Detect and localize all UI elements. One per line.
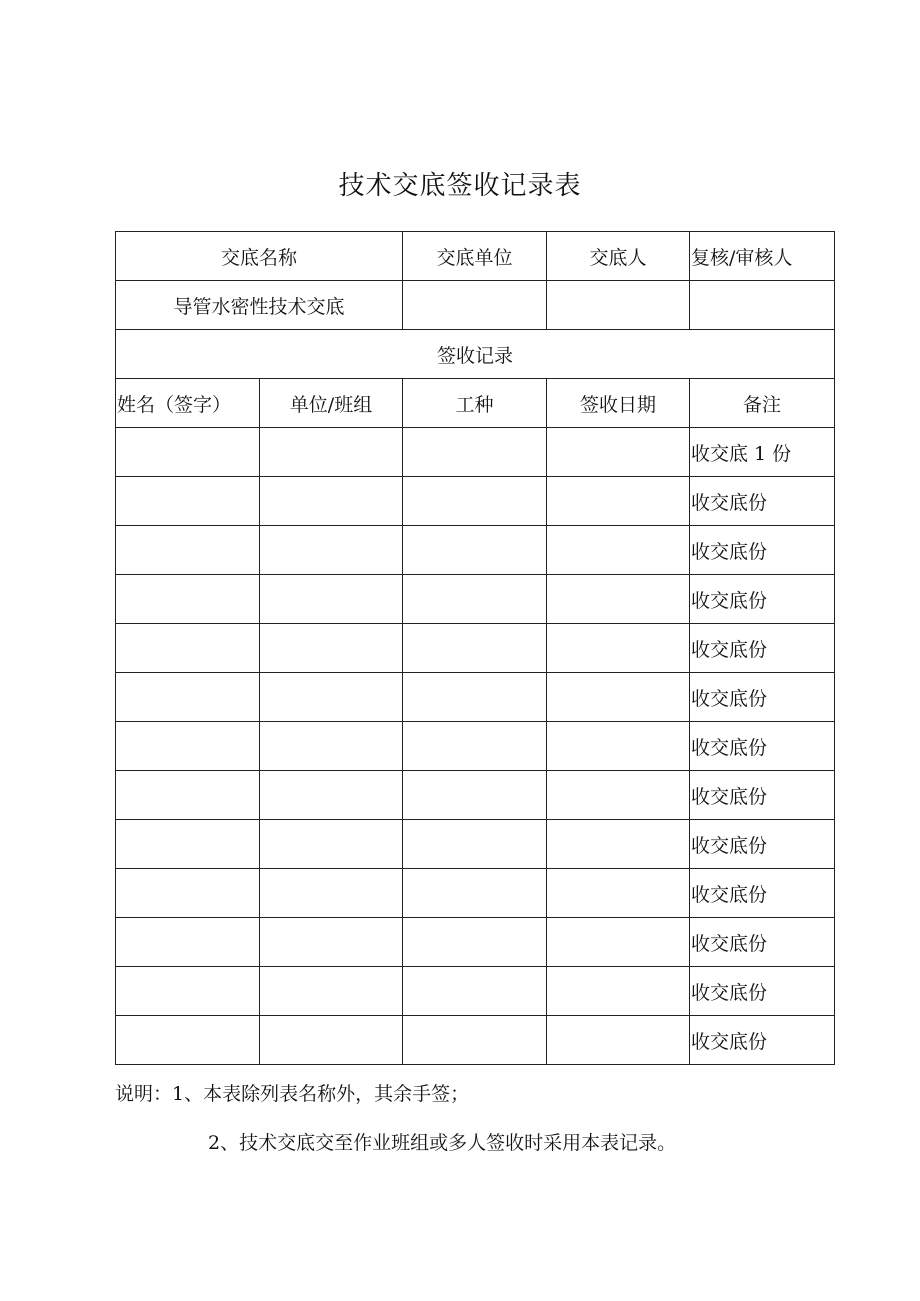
unit-cell[interactable] [260,575,403,624]
signature-cell[interactable] [116,1016,260,1065]
date-cell[interactable] [547,869,690,918]
date-cell[interactable] [547,477,690,526]
signature-cell[interactable] [116,526,260,575]
column-header-name: 姓名（签字） [116,379,260,428]
header-row [116,232,835,281]
column-header-date: 签收日期 [547,379,690,428]
sign-off-table [115,231,835,1065]
trade-cell[interactable] [403,477,547,526]
table-row [116,967,835,1016]
section-row [116,330,835,379]
signature-cell[interactable] [116,918,260,967]
table-row [116,918,835,967]
signature-cell[interactable] [116,771,260,820]
trade-cell[interactable] [403,967,547,1016]
table-row [116,722,835,771]
date-cell[interactable] [547,918,690,967]
trade-cell[interactable] [403,428,547,477]
unit-cell[interactable] [260,1016,403,1065]
unit-cell[interactable] [260,820,403,869]
column-header-row [116,379,835,428]
reviewer-field[interactable] [690,281,835,330]
signature-cell[interactable] [116,869,260,918]
trade-cell[interactable] [403,722,547,771]
unit-cell[interactable] [260,477,403,526]
trade-cell[interactable] [403,624,547,673]
table-row [116,1016,835,1065]
remark-cell: 收交底份 [690,477,835,526]
remark-cell: 收交底份 [690,771,835,820]
date-cell[interactable] [547,624,690,673]
unit-cell[interactable] [260,869,403,918]
disclosure-row [116,281,835,330]
signature-cell[interactable] [116,820,260,869]
unit-cell[interactable] [260,722,403,771]
remark-cell: 收交底份 [690,820,835,869]
trade-cell[interactable] [403,673,547,722]
disclosure-name-value: 导管水密性技术交底 [116,281,403,330]
note-line-2: 2、技术交底交至作业班组或多人签收时采用本表记录。 [208,1132,677,1154]
remark-cell: 收交底份 [690,673,835,722]
date-cell[interactable] [547,771,690,820]
unit-cell[interactable] [260,428,403,477]
date-cell[interactable] [547,673,690,722]
signature-cell[interactable] [116,428,260,477]
remark-cell: 收交底份 [690,967,835,1016]
disclosure-unit-field[interactable] [403,281,547,330]
date-cell[interactable] [547,820,690,869]
trade-cell[interactable] [403,869,547,918]
signature-cell[interactable] [116,967,260,1016]
table-row [116,869,835,918]
table-row [116,771,835,820]
reviewer-label: 复核/审核人 [690,232,835,281]
date-cell[interactable] [547,526,690,575]
discloser-label: 交底人 [547,232,690,281]
trade-cell[interactable] [403,820,547,869]
remark-cell: 收交底份 [690,1016,835,1065]
column-header-unit: 单位/班组 [260,379,403,428]
discloser-field[interactable] [547,281,690,330]
table-row [116,477,835,526]
disclosure-unit-label: 交底单位 [403,232,547,281]
section-title: 签收记录 [116,330,835,379]
unit-cell[interactable] [260,918,403,967]
unit-cell[interactable] [260,967,403,1016]
unit-cell[interactable] [260,771,403,820]
table-row [116,673,835,722]
remark-cell: 收交底份 [690,918,835,967]
date-cell[interactable] [547,722,690,771]
disclosure-name-label: 交底名称 [116,232,403,281]
note-line-1: 说明：1、本表除列表名称外，其余手签； [115,1083,470,1105]
unit-cell[interactable] [260,624,403,673]
remark-cell: 收交底份 [690,869,835,918]
table-row [116,428,835,477]
unit-cell[interactable] [260,673,403,722]
table-row [116,526,835,575]
date-cell[interactable] [547,967,690,1016]
table-row [116,575,835,624]
table-row [116,624,835,673]
unit-cell[interactable] [260,526,403,575]
column-header-trade: 工种 [403,379,547,428]
remark-cell: 收交底 1 份 [690,428,835,477]
signature-cell[interactable] [116,575,260,624]
trade-cell[interactable] [403,1016,547,1065]
date-cell[interactable] [547,428,690,477]
trade-cell[interactable] [403,918,547,967]
signature-cell[interactable] [116,624,260,673]
remark-cell: 收交底份 [690,575,835,624]
remark-cell: 收交底份 [690,722,835,771]
page-title: 技术交底签收记录表 [338,171,582,201]
date-cell[interactable] [547,575,690,624]
table-row [116,820,835,869]
date-cell[interactable] [547,1016,690,1065]
signature-cell[interactable] [116,673,260,722]
remark-cell: 收交底份 [690,624,835,673]
trade-cell[interactable] [403,526,547,575]
column-header-remark: 备注 [690,379,835,428]
signature-cell[interactable] [116,722,260,771]
trade-cell[interactable] [403,575,547,624]
trade-cell[interactable] [403,771,547,820]
signature-cell[interactable] [116,477,260,526]
remark-cell: 收交底份 [690,526,835,575]
